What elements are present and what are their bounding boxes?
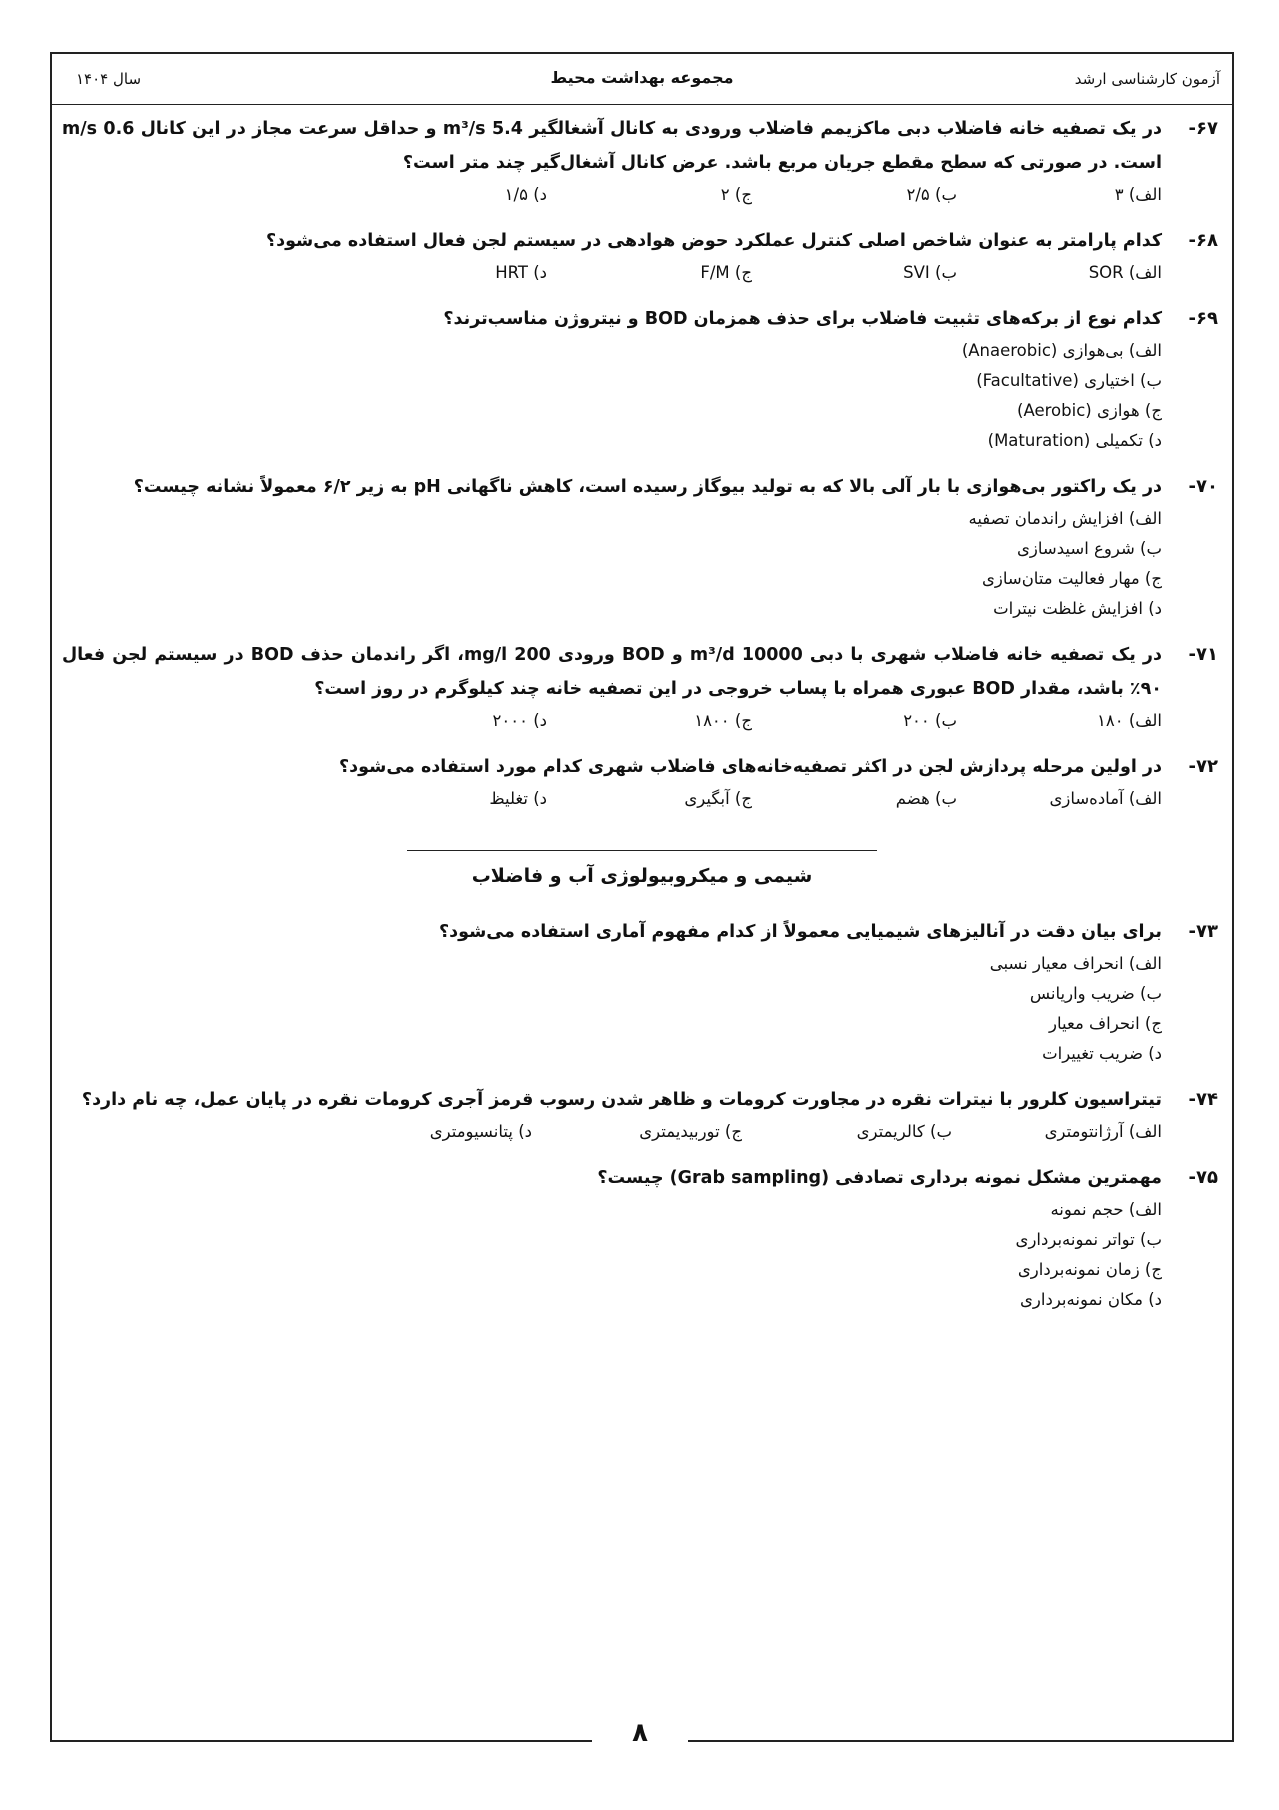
page-header: [52, 54, 1232, 105]
exam-year: سال ۱۴۰۴: [76, 70, 142, 88]
option-a: الف) افزایش راندمان تصفیه: [968, 509, 1162, 528]
options-column: [62, 1195, 1162, 1315]
option-c: ج) آبگیری: [684, 789, 752, 808]
question-text: کدام نوع از برکه‌های تثبیت فاضلاب برای حذف همزمان BOD و نیتروژن مناسب‌ترند؟: [443, 309, 1162, 329]
option-d: د) پتانسیومتری: [429, 1122, 532, 1141]
option-a: الف) آرژانتومتری: [1044, 1122, 1162, 1141]
section-title: شیمی و میکروبیولوژی آب و فاضلاب: [471, 865, 813, 887]
question-text: در یک تصفیه خانه فاضلاب دبی ماکزیمم فاضلاب ورودی به کانال آشغالگیر 5.4 m³/s و حداقل سرعت مجاز در این کانال 0.6 m/s است. در صورتی که سطح مقطع جریان مربع باشد. عرض کانال آشغال‌گیر چند متر است؟: [62, 119, 1162, 173]
section-heading: [62, 850, 1222, 887]
question-text: تیتراسیون کلرور با نیترات نقره در مجاورت کرومات و ظاهر شدن رسوب قرمز آجری کرومات نقره در پایان عمل، چه نام دارد؟: [81, 1090, 1162, 1110]
page-frame: [50, 52, 1234, 1742]
collection-title: مجموعه بهداشت محیط: [550, 68, 734, 87]
option-b: ب) ۲/۵: [906, 185, 957, 204]
option-b: ب) ضریب واریانس: [1029, 984, 1162, 1003]
option-c: ج) هوازی (Aerobic): [1017, 401, 1162, 420]
options-row: [62, 1117, 1162, 1147]
options-row: [62, 706, 1162, 736]
option-d: د) HRT: [495, 263, 547, 282]
page-content: [62, 112, 1222, 1329]
option-c: ج) ۲: [720, 185, 752, 204]
option-b: ب) SVI: [903, 263, 957, 282]
question-text: برای بیان دقت در آنالیزهای شیمیایی معمولاً از کدام مفهوم آماری استفاده می‌شود؟: [438, 922, 1162, 942]
question-69: [62, 302, 1222, 456]
question-text: در اولین مرحله پردازش لجن در اکثر تصفیه‌خانه‌های فاضلاب شهری کدام مورد استفاده می‌شود؟: [339, 757, 1162, 777]
option-b: ب) شروع اسیدسازی: [1017, 539, 1162, 558]
options-column: [62, 504, 1162, 624]
options-row: [62, 784, 1162, 814]
question-number: ۷۱-: [1188, 644, 1218, 665]
option-a: الف) ۱۸۰: [1097, 711, 1162, 730]
question-68: [62, 224, 1222, 288]
option-b: ب) اختیاری (Facultative): [976, 371, 1162, 390]
option-b: ب) هضم: [895, 789, 957, 808]
option-c: ج) زمان نمونه‌برداری: [1017, 1260, 1162, 1279]
option-c: ج) F/M: [700, 263, 752, 282]
question-71: [62, 638, 1222, 736]
options-column: [62, 949, 1162, 1069]
question-text: در یک تصفیه خانه فاضلاب شهری با دبی 10000 m³/d و BOD ورودی 200 mg/l، اگر راندمان حذف BOD در سیستم لجن فعال ۹۰٪ باشد، مقدار BOD عبوری همراه با پساب خروجی در این تصفیه خانه چند کیلوگرم در روز است؟: [62, 645, 1162, 699]
question-75: [62, 1161, 1222, 1315]
option-b: ب) کالریمتری: [856, 1122, 952, 1141]
page-number: ۸: [620, 1718, 660, 1748]
question-number: ۶۷-: [1188, 118, 1218, 139]
question-text: مهمترین مشکل نمونه برداری تصادفی (Grab sampling) چیست؟: [597, 1168, 1162, 1188]
option-d: د) تکمیلی (Maturation): [987, 431, 1162, 450]
question-number: ۷۲-: [1188, 756, 1218, 777]
option-d: د) ۲۰۰۰: [492, 711, 547, 730]
question-number: ۷۰-: [1188, 476, 1218, 497]
options-column: [62, 336, 1162, 456]
question-67: [62, 112, 1222, 210]
option-c: ج) مهار فعالیت متان‌سازی: [981, 569, 1162, 588]
option-d: د) ۱/۵: [504, 185, 547, 204]
option-a: الف) بی‌هوازی (Anaerobic): [961, 341, 1162, 360]
question-number: ۶۹-: [1188, 308, 1218, 329]
question-number: ۶۸-: [1188, 230, 1218, 251]
option-a: الف) آماده‌سازی: [1049, 789, 1162, 808]
question-text: کدام پارامتر به عنوان شاخص اصلی کنترل عملکرد حوض هوادهی در سیستم لجن فعال استفاده می‌شود؟: [265, 231, 1162, 251]
question-text: در یک راکتور بی‌هوازی با بار آلی بالا که به تولید بیوگاز رسیده است، کاهش ناگهانی pH به زیر ۶/۲ معمولاً نشانه چیست؟: [133, 477, 1162, 497]
question-72: [62, 750, 1222, 814]
option-d: د) ضریب تغییرات: [1042, 1044, 1162, 1063]
option-a: الف) ۳: [1114, 185, 1162, 204]
option-d: د) افزایش غلظت نیترات: [993, 599, 1162, 618]
question-number: ۷۳-: [1188, 921, 1218, 942]
option-b: ب) تواتر نمونه‌برداری: [1015, 1230, 1162, 1249]
option-c: ج) انحراف معیار: [1049, 1014, 1162, 1033]
exam-title: آزمون کارشناسی ارشد: [1074, 70, 1220, 88]
option-a: الف) SOR: [1088, 263, 1162, 282]
question-70: [62, 470, 1222, 624]
options-row: [62, 258, 1162, 288]
options-row: [62, 180, 1162, 210]
option-a: الف) انحراف معیار نسبی: [989, 954, 1162, 973]
option-d: د) تغلیظ: [489, 789, 547, 808]
question-73: [62, 915, 1222, 1069]
option-c: ج) توربیدیمتری: [639, 1122, 742, 1141]
question-74: [62, 1083, 1222, 1147]
option-c: ج) ۱۸۰۰: [694, 711, 752, 730]
option-a: الف) حجم نمونه: [1050, 1200, 1162, 1219]
question-number: ۷۵-: [1188, 1167, 1218, 1188]
option-b: ب) ۲۰۰: [903, 711, 957, 730]
question-number: ۷۴-: [1188, 1089, 1218, 1110]
option-d: د) مکان نمونه‌برداری: [1020, 1290, 1162, 1309]
